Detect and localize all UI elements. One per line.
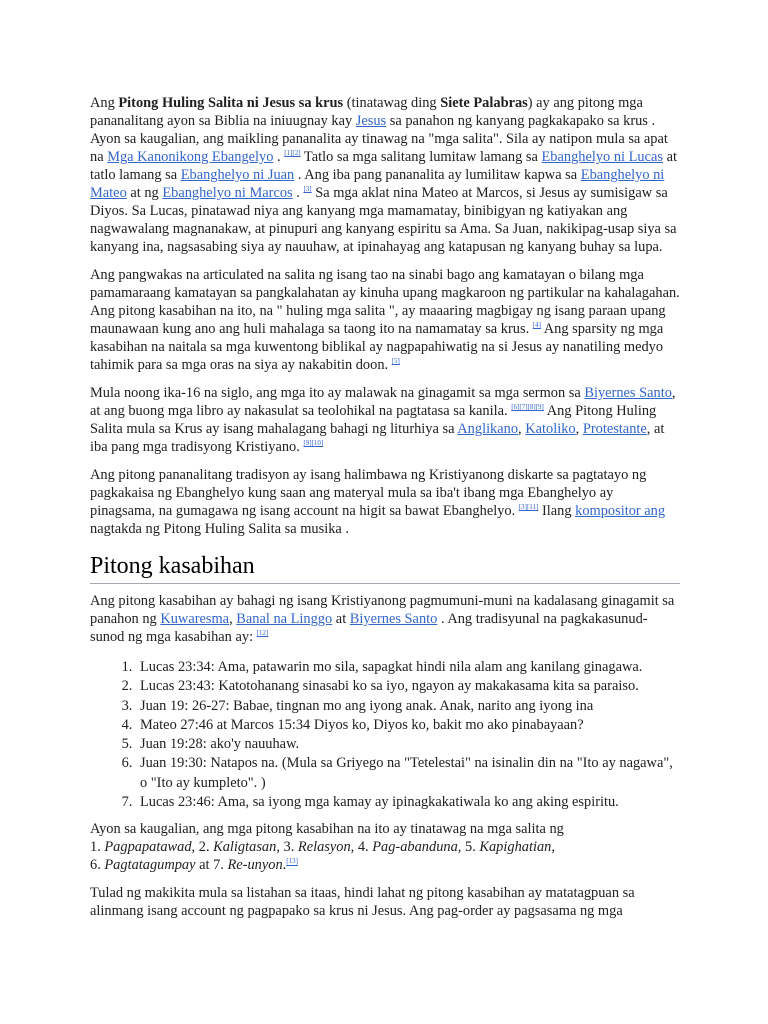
text: Ang Pitong Huling Salita mula sa Krus ay isang mahalagang bahagi ng liturhiya sa xyxy=(90,403,657,437)
text: . xyxy=(292,185,304,201)
italic-term: Relasyon xyxy=(297,839,351,856)
text: , xyxy=(551,839,555,856)
ref-11[interactable]: [11] xyxy=(526,503,539,512)
ref-9b[interactable]: [9] xyxy=(303,439,312,448)
bold-title: Pitong Huling Salita ni Jesus sa krus xyxy=(118,95,344,111)
article-body xyxy=(90,94,680,930)
text: at xyxy=(332,611,350,627)
text: . xyxy=(273,149,285,165)
link-kanonikong-ebangelyo[interactable]: Mga Kanonikong Ebangelyo xyxy=(107,149,274,165)
italic-term: Kaligtasan xyxy=(213,839,277,856)
list-item: 3. Juan 19: 26-27: Babae, tingnan mo ang iyong anak. Anak, narito ang iyong ina xyxy=(136,697,680,716)
ref-12[interactable]: [12] xyxy=(256,629,269,638)
text: Tulad ng makikita mula sa listahan sa itaas, hindi lahat ng pitong kasabihan ay matatagpuan sa alinmang isang account ng pagpapako sa krus ni Jesus. Ang pag-order ay pagsasama ng mga xyxy=(90,885,635,920)
text: , xyxy=(229,611,237,627)
link-ebanghelyo-marcos[interactable]: Ebanghelyo ni Marcos xyxy=(162,185,293,201)
text: Ayon sa kaugalian, ang mga pitong kasabihan na ito ay tinatawag na mga salita ng xyxy=(90,821,564,838)
text: . Ang tradisyunal na pagkakasunud-sunod ng mga kasabihan ay: xyxy=(90,611,648,645)
italic-term: Re-unyon xyxy=(227,857,283,874)
link-anglikano[interactable]: Anglikano xyxy=(457,421,519,437)
text: sa panahon ng kanyang pagkakapako sa krus . Ayon sa kaugalian, ang maikling pananalita ay tinawag na "mga salita". Sila ay natipon mula sa apat na xyxy=(90,113,668,165)
link-jesus[interactable]: Jesus xyxy=(355,113,387,129)
text: nagtakda ng Pitong Huling Salita sa musika . xyxy=(90,521,350,537)
text: . xyxy=(282,857,287,874)
ref-6[interactable]: [6] xyxy=(511,403,520,412)
ref-7[interactable]: [7] xyxy=(519,403,528,412)
text: , at ang buong mga libro ay nakasulat sa teolohikal na pagtatasa sa kanila. xyxy=(90,385,676,419)
list-item: 2. Lucas 23:43: Katotohanang sinasabi ko sa iyo, ngayon ay makakasama kita sa paraiso. xyxy=(136,677,680,696)
ref-8[interactable]: [8] xyxy=(527,403,536,412)
text: at ng xyxy=(126,185,163,201)
text: 6. xyxy=(90,857,105,874)
ref-4[interactable]: [4] xyxy=(532,321,541,330)
text: Ang pangwakas na articulated na salita ng isang tao na sinabi bago ang kamatayan o bilang mga pamamaraang kamatayan sa pangkalahatan ay kinuha upang magkaroon ng partikular na kahalagahan. Ang pitong kasabihan na ito, na " huling mga salita ", ay maaaring magbigay ng isang paraan upang maunawaan kung ano ang huli mahalaga sa taong ito na namamatay sa krus. xyxy=(90,267,680,337)
ref-3[interactable]: [3] xyxy=(303,185,312,194)
text: , 5. xyxy=(457,839,480,856)
link-ebanghelyo-mateo[interactable]: Ebanghelyo ni Mateo xyxy=(90,167,665,201)
text: Ilang xyxy=(538,503,576,519)
paragraph-last-words xyxy=(90,266,680,374)
text: (tinatawag ding xyxy=(343,95,441,111)
link-biyernes-santo-2[interactable]: Biyernes Santo xyxy=(349,611,438,627)
text: Ang sparsity ng mga kasabihan na naitala sa mga kuwentong biblikal ay nagpapahiwatig na si Jesus ay nanatiling medyo tahimik para sa mga oras na siya ay nakabitin doon. xyxy=(90,321,664,373)
text: , 4. xyxy=(350,839,373,856)
text: , 2. xyxy=(191,839,214,856)
paragraph-word-names xyxy=(90,820,680,874)
list-item: 7. Lucas 23:46: Ama, sa iyong mga kamay ay ipinagkakatiwala ko ang aking espiritu. xyxy=(136,793,680,812)
section-heading: Pitong kasabihan xyxy=(90,552,680,584)
text: , xyxy=(575,421,583,437)
ref-2[interactable]: [2] xyxy=(292,149,301,158)
ref-3b[interactable]: [3] xyxy=(518,503,527,512)
link-banal-na-linggo[interactable]: Banal na Linggo xyxy=(236,611,333,627)
link-kuwaresma[interactable]: Kuwaresma xyxy=(160,611,230,627)
text: 1. xyxy=(90,839,105,856)
paragraph-harmony xyxy=(90,466,680,538)
ref-10[interactable]: [10] xyxy=(311,439,324,448)
text: Mula noong ika-16 na siglo, ang mga ito ay malawak na ginagamit sa mga sermon sa xyxy=(90,385,585,401)
text: at tatlo lamang sa xyxy=(90,149,677,183)
link-katoliko[interactable]: Katoliko xyxy=(525,421,576,437)
ref-13[interactable]: [13] xyxy=(286,857,298,866)
text: at 7. xyxy=(195,857,228,874)
sayings-list xyxy=(90,658,680,812)
list-item: 4. Mateo 27:46 at Marcos 15:34 Diyos ko, Diyos ko, bakit mo ako pinabayaan? xyxy=(136,716,680,735)
list-item: 1. Lucas 23:34: Ama, patawarin mo sila, sapagkat hindi nila alam ang kanilang ginagawa. xyxy=(136,658,680,677)
link-ebanghelyo-juan[interactable]: Ebanghelyo ni Juan xyxy=(180,167,295,183)
link-protestante[interactable]: Protestante xyxy=(582,421,647,437)
italic-term: Pagtatagumpay xyxy=(104,857,196,874)
paragraph-sayings-intro xyxy=(90,592,680,646)
list-item: 5. Juan 19:28: ako'y nauuhaw. xyxy=(136,735,680,754)
link-biyernes-santo[interactable]: Biyernes Santo xyxy=(584,385,672,401)
ref-5[interactable]: [5] xyxy=(391,357,400,366)
text: Sa mga aklat nina Mateo at Marcos, si Jesus ay sumisigaw sa Diyos. Sa Lucas, pinatawad niya ang kanyang mga mamamatay, binibigyan ng katiyakan ang nagwawalang magnanakaw, at pinupuri ang kanyang espiritu sa Ama. Sa Juan, nakikipag-usap siya sa kanyang ina, nagsasabing siya ay nauuhaw, at ipinahayag ang katapusan ng kanyang buhay sa lupa. xyxy=(90,185,677,255)
italic-term: Pagpapatawad xyxy=(104,839,192,856)
italic-term: Pag-abanduna xyxy=(372,839,458,856)
text: Tatlo sa mga salitang lumitaw lamang sa xyxy=(300,149,542,165)
text: ) ay ang pitong mga pananalitang ayon sa Biblia na iniuugnay kay xyxy=(90,95,643,129)
paragraph-sermons xyxy=(90,384,680,456)
link-ebanghelyo-lucas[interactable]: Ebanghelyo ni Lucas xyxy=(541,149,663,165)
text: , xyxy=(518,421,526,437)
ref-9[interactable]: [9] xyxy=(535,403,544,412)
paragraph-ordering xyxy=(90,884,680,920)
text: Ang xyxy=(90,95,119,111)
text: , 3. xyxy=(276,839,298,856)
list-item: 6. Juan 19:30: Natapos na. (Mula sa Griyego na "Tetelestai" na isinalin din na "Ito ay nagawa", o "Ito ay kumpleto". ) xyxy=(136,754,680,793)
bold-alt-title: Siete Palabras xyxy=(440,95,528,111)
italic-term: Kapighatian xyxy=(479,839,552,856)
text: Ang pitong kasabihan ay bahagi ng isang Kristiyanong pagmumuni-muni na kadalasang ginagamit sa panahon ng xyxy=(90,593,675,627)
ref-1[interactable]: [1] xyxy=(284,149,293,158)
paragraph-intro xyxy=(90,94,680,256)
text: , at iba pang mga tradisyong Kristiyano. xyxy=(90,421,665,455)
link-kompositor[interactable]: kompositor ang xyxy=(575,503,666,519)
text: Ang pitong pananalitang tradisyon ay isang halimbawa ng Kristiyanong diskarte sa pagtatayo ng pagkakaisa ng Ebanghelyo kung saan ang materyal mula sa iba't ibang mga Ebanghelyo ay pinagsama, na gumagawa ng isang account na higit sa bawat Ebanghelyo. xyxy=(90,467,647,519)
text: . Ang iba pang pananalita ay lumilitaw kapwa sa xyxy=(294,167,581,183)
